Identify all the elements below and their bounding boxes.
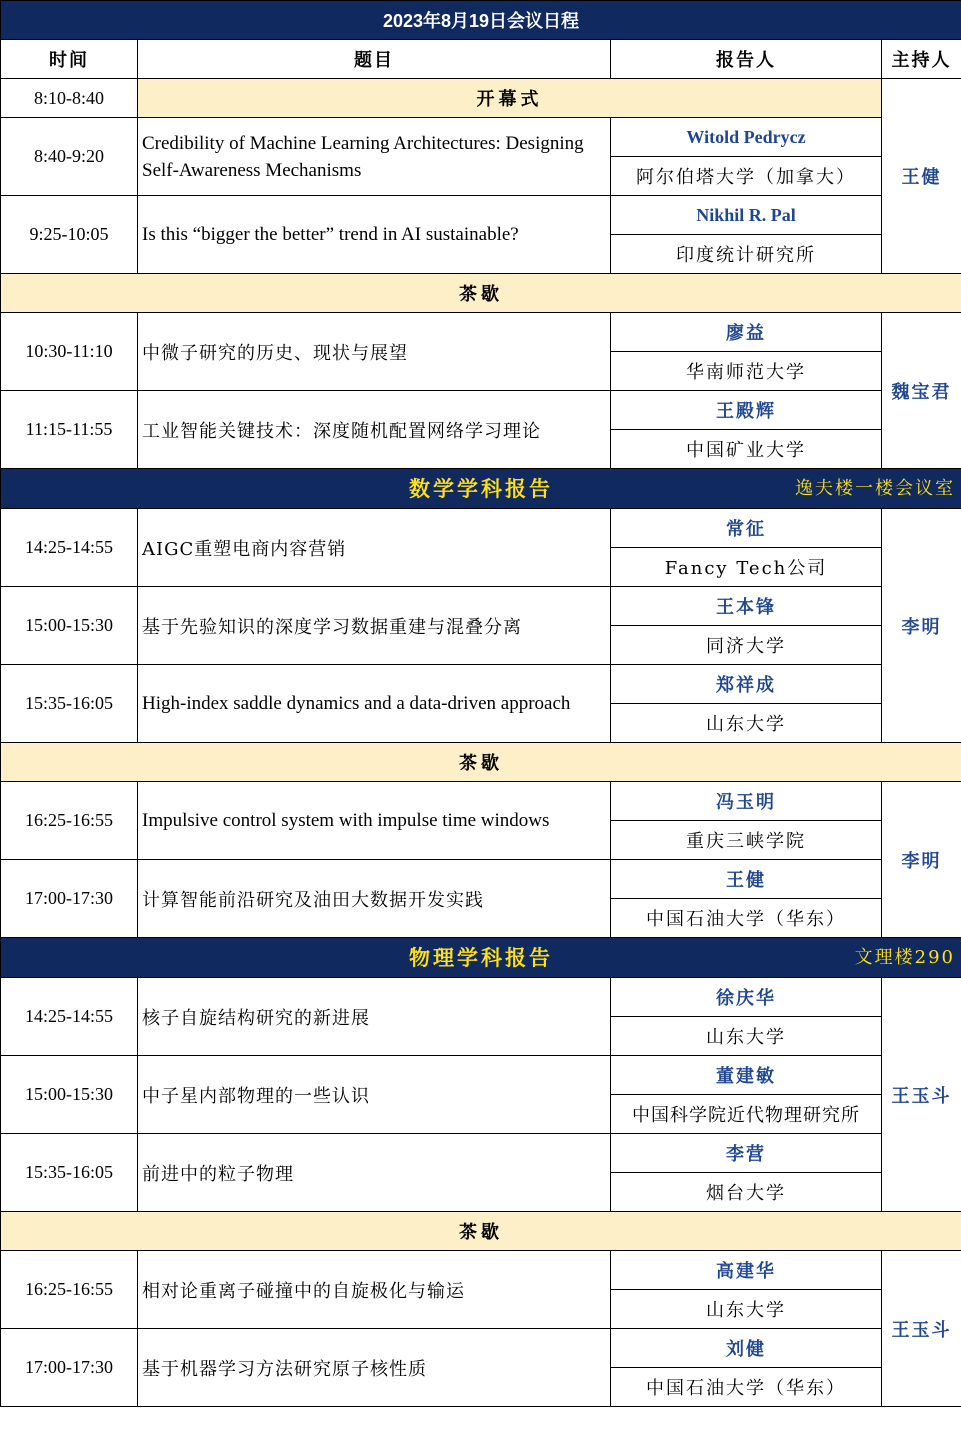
tea-break-label: 茶歇 [1,274,961,313]
speaker-name: 冯玉明 [611,782,882,821]
talk-time: 15:35-16:05 [1,665,138,743]
talk-time: 15:35-16:05 [1,1134,138,1212]
talk-title: 核子自旋结构研究的新进展 [138,978,611,1056]
speaker-affiliation: 山东大学 [611,1290,882,1329]
speaker-affiliation: 阿尔伯塔大学（加拿大） [611,157,882,196]
table-row [1,391,961,430]
speaker-affiliation: 中国科学院近代物理研究所 [611,1095,882,1134]
talk-time: 14:25-14:55 [1,509,138,587]
speaker-name: 王殿辉 [611,391,882,430]
talk-title: High-index saddle dynamics and a data-driven approach [138,665,611,743]
speaker-name: Nikhil R. Pal [611,196,882,235]
talk-time: 17:00-17:30 [1,860,138,938]
physics-section-row [1,938,961,978]
talk-title: Impulsive control system with impulse time windows [138,782,611,860]
table-row [1,1251,961,1290]
talk-time: 9:25-10:05 [1,196,138,274]
speaker-name: 董建敏 [611,1056,882,1095]
host-block4: 李明 [882,782,961,938]
table-row [1,978,961,1017]
talk-title: 基于先验知识的深度学习数据重建与混叠分离 [138,587,611,665]
talk-time: 16:25-16:55 [1,782,138,860]
speaker-name: 刘健 [611,1329,882,1368]
opening-time: 8:10-8:40 [1,79,138,118]
talk-title: AIGC重塑电商内容营销 [138,509,611,587]
tea-break-row [1,274,961,313]
talk-title: 计算智能前沿研究及油田大数据开发实践 [138,860,611,938]
physics-section-title: 物理学科报告 [409,945,553,970]
talk-title: 工业智能关键技术：深度随机配置网络学习理论 [138,391,611,469]
talk-time: 14:25-14:55 [1,978,138,1056]
talk-title: 相对论重离子碰撞中的自旋极化与输运 [138,1251,611,1329]
host-block3: 李明 [882,509,961,743]
table-row [1,196,961,235]
opening-label: 开幕式 [138,79,882,118]
table-row [1,118,961,157]
physics-section-location: 文理楼290 [854,947,956,968]
table-row [1,509,961,548]
speaker-affiliation: 重庆三峡学院 [611,821,882,860]
header-speaker: 报告人 [611,40,882,79]
table-row [1,782,961,821]
talk-time: 17:00-17:30 [1,1329,138,1407]
speaker-name: 徐庆华 [611,978,882,1017]
talk-time: 10:30-11:10 [1,313,138,391]
table-row [1,1056,961,1095]
speaker-affiliation: 中国石油大学（华东） [611,1368,882,1407]
title-row [1,1,961,40]
speaker-affiliation: Fancy Tech公司 [611,548,882,587]
math-section-location: 逸夫楼一楼会议室 [795,478,956,499]
tea-break-row [1,1212,961,1251]
speaker-name: 高建华 [611,1251,882,1290]
math-section-title: 数学学科报告 [409,476,553,501]
speaker-affiliation: 中国石油大学（华东） [611,899,882,938]
talk-title: 中微子研究的历史、现状与展望 [138,313,611,391]
math-section-row [1,469,961,509]
speaker-affiliation: 山东大学 [611,1017,882,1056]
tea-break-row [1,743,961,782]
speaker-name: 常征 [611,509,882,548]
header-host: 主持人 [882,40,961,79]
speaker-name: 王健 [611,860,882,899]
physics-section-banner [1,938,961,978]
speaker-affiliation: 印度统计研究所 [611,235,882,274]
tea-break-label: 茶歇 [1,1212,961,1251]
speaker-name: 李营 [611,1134,882,1173]
talk-time: 15:00-15:30 [1,587,138,665]
talk-title: Is this “bigger the better” trend in AI sustainable? [138,196,611,274]
talk-time: 16:25-16:55 [1,1251,138,1329]
math-section-banner [1,469,961,509]
schedule-title: 2023年8月19日会议日程 [1,1,961,40]
speaker-affiliation: 烟台大学 [611,1173,882,1212]
talk-time: 11:15-11:55 [1,391,138,469]
table-row [1,1134,961,1173]
talk-time: 8:40-9:20 [1,118,138,196]
table-row [1,1329,961,1368]
host-block5: 王玉斗 [882,978,961,1212]
speaker-affiliation: 华南师范大学 [611,352,882,391]
header-row [1,40,961,79]
table-row [1,313,961,352]
table-row [1,587,961,626]
speaker-affiliation: 同济大学 [611,626,882,665]
speaker-name: 廖益 [611,313,882,352]
header-topic: 题目 [138,40,611,79]
talk-title: 中子星内部物理的一些认识 [138,1056,611,1134]
host-block6: 王玉斗 [882,1251,961,1407]
host-block2: 魏宝君 [882,313,961,469]
speaker-name: 王本锋 [611,587,882,626]
table-row [1,860,961,899]
host-block1: 王健 [882,79,961,274]
talk-title: Credibility of Machine Learning Architectures: Designing Self-Awareness Mechanisms [138,118,611,196]
header-time: 时间 [1,40,138,79]
talk-time: 15:00-15:30 [1,1056,138,1134]
speaker-name: 郑祥成 [611,665,882,704]
speaker-affiliation: 山东大学 [611,704,882,743]
opening-row [1,79,961,118]
tea-break-label: 茶歇 [1,743,961,782]
speaker-name: Witold Pedrycz [611,118,882,157]
talk-title: 前进中的粒子物理 [138,1134,611,1212]
table-row [1,665,961,704]
talk-title: 基于机器学习方法研究原子核性质 [138,1329,611,1407]
speaker-affiliation: 中国矿业大学 [611,430,882,469]
